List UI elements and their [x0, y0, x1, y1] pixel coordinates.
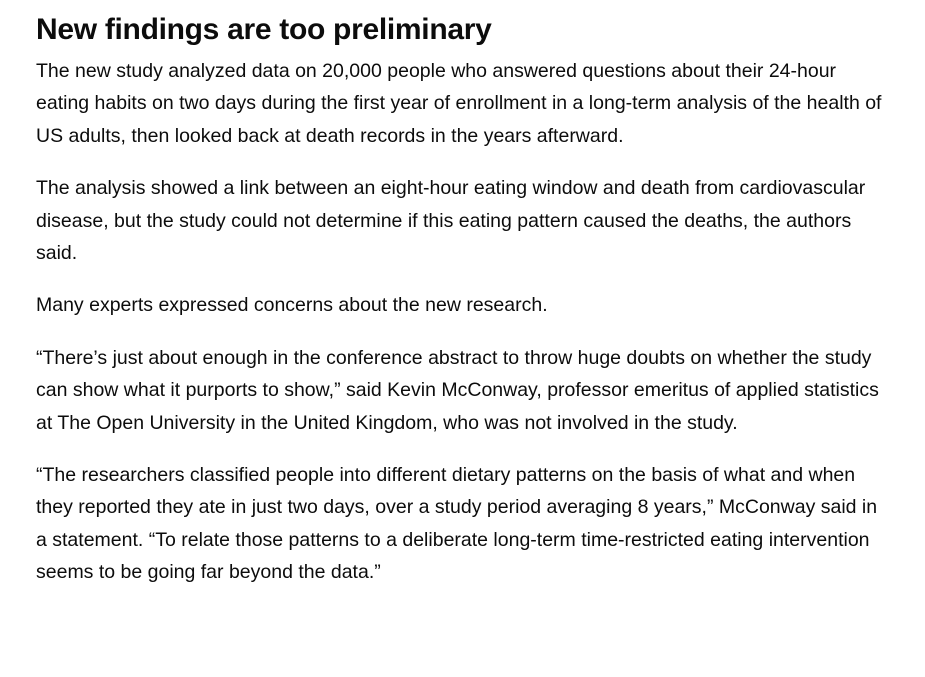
paragraph-mcconway-quote: “There’s just about enough in the conference abstract to throw huge doubts on whether the study can show what it purports to show,” said Kevin McConway, professor emeritus of applied statistics at The Open University in the United Kingdom, who was not involved in the study.: [36, 346, 879, 434]
paragraph-study-data: The new study analyzed data on 20,000 people who answered questions about their 24-hour eating habits on two days during the first year of enrollment in a long-term analysis of the health of US adults, then looked back at death records in the years afterward.: [36, 60, 882, 147]
paragraph-mcconway-statement: “The researchers classified people into different dietary patterns on the basis of what and when they reported they ate in just two days, over a study period averaging 8 years,” McConway said in a statement. “To relate those patterns to a deliberate long-term time-restricted eating intervention seems to be going far beyond the data.”: [36, 464, 878, 584]
paragraph-analysis-link: The analysis showed a link between an eight-hour eating window and death from cardiovascular disease, but the study could not determine if this eating pattern caused the deaths, the authors said.: [36, 177, 866, 265]
section-headline: New findings are too preliminary: [36, 13, 492, 46]
paragraph-expert-concerns: Many experts expressed concerns about the new research.: [36, 294, 548, 317]
